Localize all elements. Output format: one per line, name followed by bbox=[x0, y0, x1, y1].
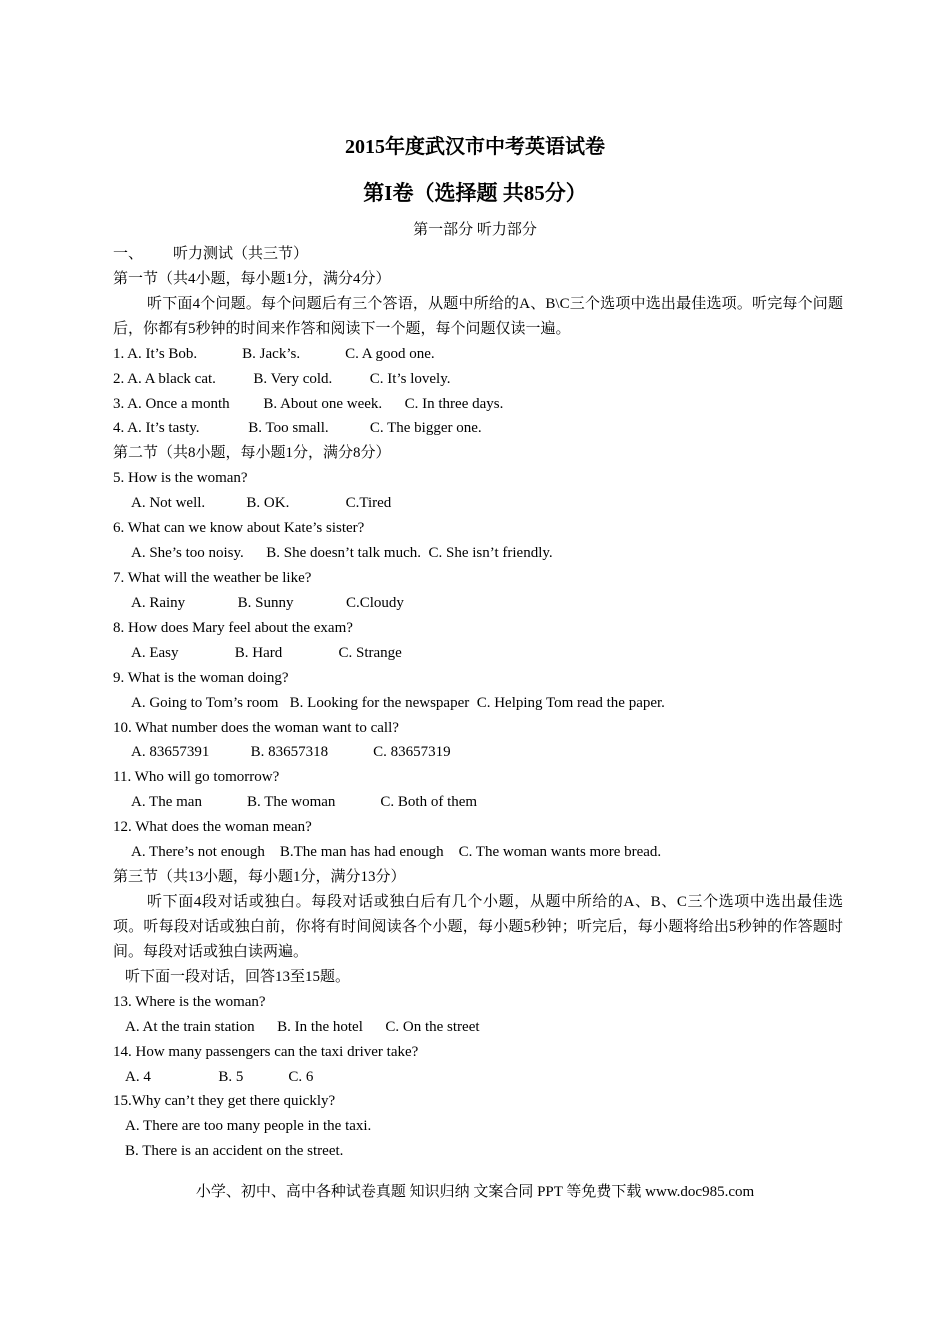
page-footer: 小学、初中、高中各种试卷真题 知识归纳 文案合同 PPT 等免费下载 www.doc985.com bbox=[195, 1184, 755, 1200]
section-main-heading: 一、 听力测试（共三节） bbox=[113, 246, 309, 262]
question-text: 13. Where is the woman? bbox=[113, 993, 266, 1010]
dialog-intro: 听下面一段对话，回答13至15题。 bbox=[125, 968, 351, 985]
question-options: A. There’s not enough B.The man has had enough C. The woman wants more bread. bbox=[131, 844, 662, 861]
question-item: 1. A. It’s Bob. B. Jack’s. C. A good one. bbox=[113, 345, 435, 362]
question-text: 8. How does Mary feel about the exam? bbox=[113, 619, 353, 636]
question-text: 12. What does the woman mean? bbox=[113, 819, 312, 836]
question-options: A. She’s too noisy. B. She doesn’t talk much. C. She isn’t friendly. bbox=[131, 545, 553, 562]
question-item: 4. A. It’s tasty. B. Too small. C. The bigger one. bbox=[113, 420, 482, 437]
question-options: A. 4 B. 5 C. 6 bbox=[125, 1068, 314, 1085]
section1-instructions: 听下面4个问题。每个问题后有三个答语，从题中所给的A、B\C三个选项中选出最佳选项。听完每个问题后，你都有5秒钟的时间来作答和阅读下一个题，每个问题仅读一遍。 bbox=[113, 295, 843, 337]
question-options: A. Rainy B. Sunny C.Cloudy bbox=[131, 594, 404, 611]
part-heading: 第一部分 听力部分 bbox=[413, 222, 537, 238]
question-options: B. There is an accident on the street. bbox=[125, 1143, 344, 1160]
exam-content bbox=[113, 242, 843, 1164]
question-options: A. Going to Tom’s room B. Looking for the newspaper C. Helping Tom read the paper. bbox=[131, 694, 665, 711]
question-options: A. Easy B. Hard C. Strange bbox=[131, 644, 402, 661]
question-options: A. At the train station B. In the hotel C. On the street bbox=[125, 1018, 480, 1035]
question-text: 5. How is the woman? bbox=[113, 470, 248, 487]
question-text: 9. What is the woman doing? bbox=[113, 669, 289, 686]
question-text: 7. What will the weather be like? bbox=[113, 570, 312, 587]
section1-heading: 第一节（共4小题，每小题1分，满分4分） bbox=[113, 270, 391, 287]
question-options: A. The man B. The woman C. Both of them bbox=[131, 794, 478, 811]
question-text: 15.Why can’t they get there quickly? bbox=[113, 1093, 336, 1110]
section3-instructions: 听下面4段对话或独白。每段对话或独白后有几个小题，从题中所给的A、B、C三个选项中选出最佳选项。听每段对话或独白前，你将有时间阅读各个小题，每小题5秒钟；听完后，每小题将给出5秒钟的作答题时间。每段对话或独白读两遍。 bbox=[113, 894, 843, 960]
question-text: 10. What number does the woman want to call? bbox=[113, 719, 399, 736]
question-text: 11. Who will go tomorrow? bbox=[113, 769, 280, 786]
question-options: A. 83657391 B. 83657318 C. 83657319 bbox=[131, 744, 451, 761]
question-text: 6. What can we know about Kate’s sister? bbox=[113, 520, 365, 537]
exam-subtitle: 第I卷（选择题 共85分） bbox=[363, 181, 587, 205]
section3-heading: 第三节（共13小题，每小题1分，满分13分） bbox=[113, 869, 406, 886]
question-options: A. Not well. B. OK. C.Tired bbox=[131, 495, 392, 512]
question-item: 2. A. A black cat. B. Very cold. C. It’s lovely. bbox=[113, 370, 451, 387]
question-item: 3. A. Once a month B. About one week. C. In three days. bbox=[113, 395, 504, 412]
question-options: A. There are too many people in the taxi. bbox=[125, 1118, 372, 1135]
question-text: 14. How many passengers can the taxi driver take? bbox=[113, 1043, 419, 1060]
exam-title: 2015年度武汉市中考英语试卷 bbox=[345, 136, 605, 158]
section2-heading: 第二节（共8小题，每小题1分，满分8分） bbox=[113, 445, 391, 462]
